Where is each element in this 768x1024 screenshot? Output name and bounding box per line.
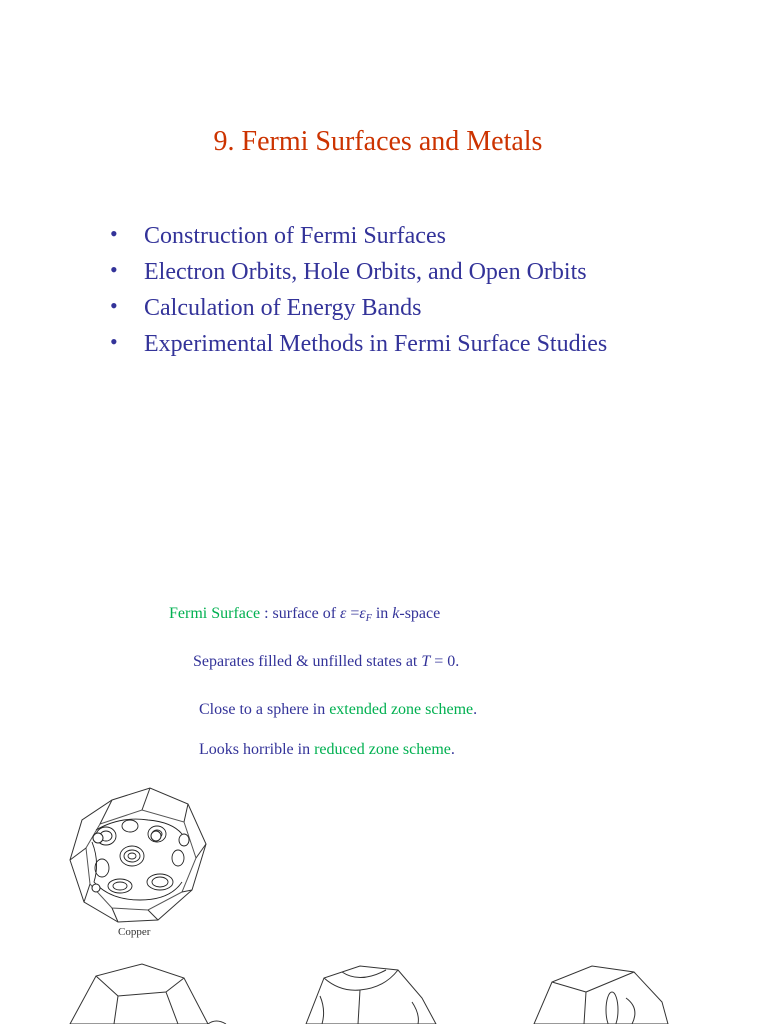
sphere-line: Close to a sphere in extended zone scheme. (199, 701, 478, 718)
topic-list (110, 218, 607, 362)
figure-caption: Copper (118, 926, 151, 938)
extended-zone-term: extended zone scheme (329, 701, 474, 718)
zone-figure-right (530, 962, 670, 1024)
list-item: • Construction of Fermi Surfaces (110, 218, 607, 254)
list-item: • Experimental Methods in Fermi Surface Studies (110, 326, 607, 362)
definition-term: Fermi Surface (169, 605, 261, 622)
zone-figure-left (66, 960, 216, 1024)
bullet-icon: • (110, 329, 118, 354)
zone-figure-middle (300, 962, 440, 1024)
bullet-icon: • (110, 257, 118, 282)
list-item: • Calculation of Energy Bands (110, 290, 607, 326)
bullet-icon: • (110, 221, 118, 246)
fermi-surface-definition: Fermi Surface : surface of $\varepsilon =\varepsilon_F$ in k-space (169, 605, 441, 624)
page-title: 9. Fermi Surfaces and Metals (213, 126, 543, 157)
horrible-line: Looks horrible in reduced zone scheme. (199, 741, 455, 758)
list-item: • Electron Orbits, Hole Orbits, and Open Orbits (110, 254, 607, 290)
reduced-zone-term: reduced zone scheme (314, 741, 451, 758)
bullet-icon: • (110, 293, 118, 318)
separates-line: Separates filled & unfilled states at T = 0. (193, 653, 460, 670)
copper-fermi-surface-figure (60, 782, 220, 927)
